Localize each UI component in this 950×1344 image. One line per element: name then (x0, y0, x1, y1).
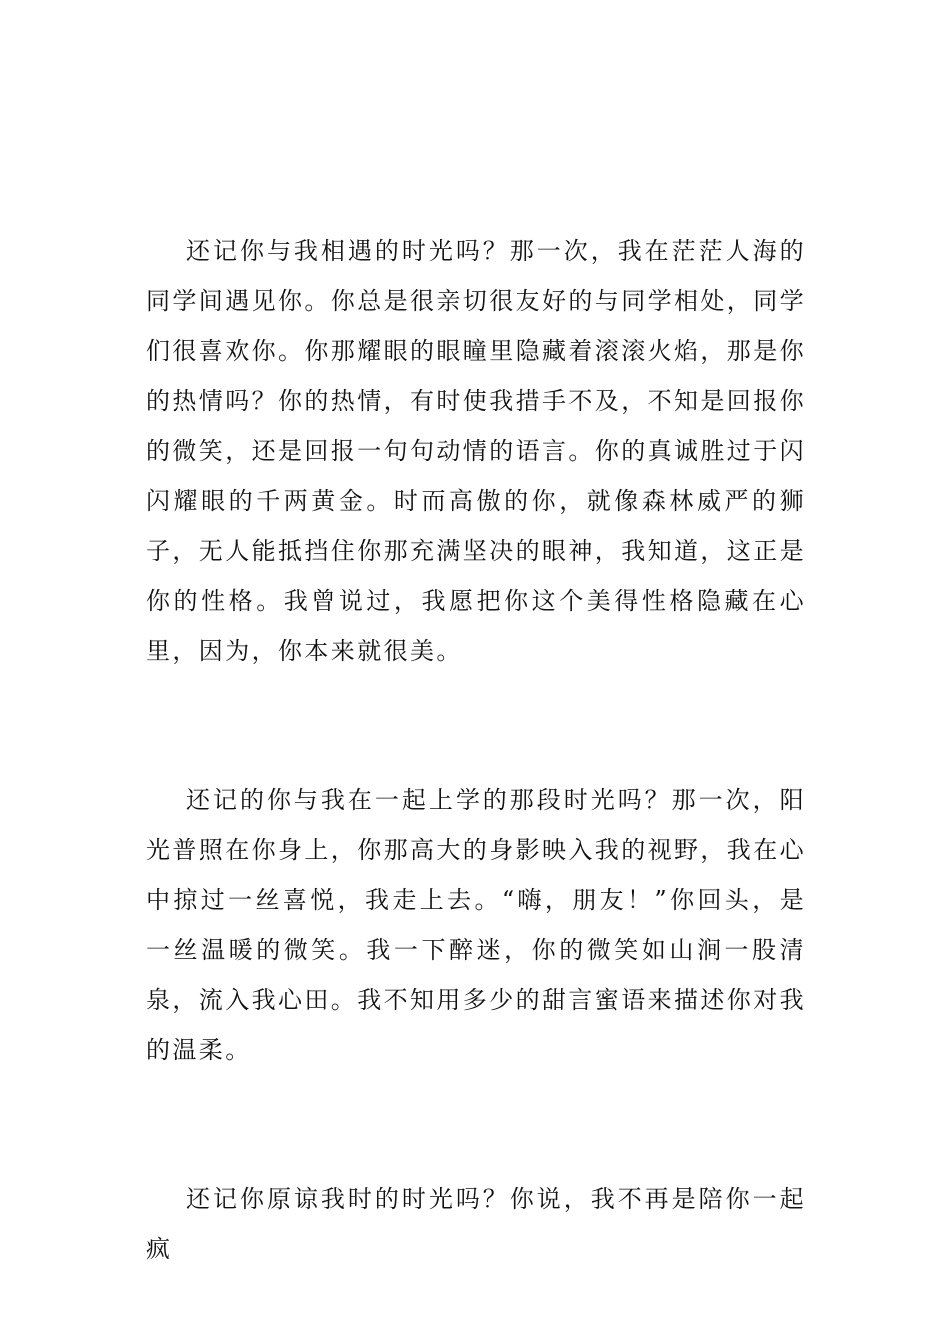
paragraph-2: 还记的你与我在一起上学的那段时光吗？那一次，阳光普照在你身上，你那高大的身影映入我的视野，我在心中掠过一丝喜悦，我走上去。“嗨，朋友！”你回头，是一丝温暖的微笑。我一下醉迷，你的微笑如山涧一股清泉，流入我心田。我不知用多少的甜言蜜语来描述你对我的温柔。 (146, 786, 806, 1064)
paragraph-3: 还记你原谅我时的时光吗？你说，我不再是陪你一起疯 (146, 1185, 806, 1263)
paragraph-1: 还记你与我相遇的时光吗？那一次，我在茫茫人海的同学间遇见你。你总是很亲切很友好的与同学相处，同学们很喜欢你。你那耀眼的眼瞳里隐藏着滚滚火焰，那是你的热情吗？你的热情，有时使我措手不及，不知是回报你的微笑，还是回报一句句动情的语言。你的真诚胜过于闪闪耀眼的千两黄金。时而高傲的你，就像森林威严的狮子，无人能抵挡住你那充满坚决的眼神，我知道，这正是你的性格。我曾说过，我愿把你这个美得性格隐藏在心里，因为，你本来就很美。 (146, 237, 806, 665)
